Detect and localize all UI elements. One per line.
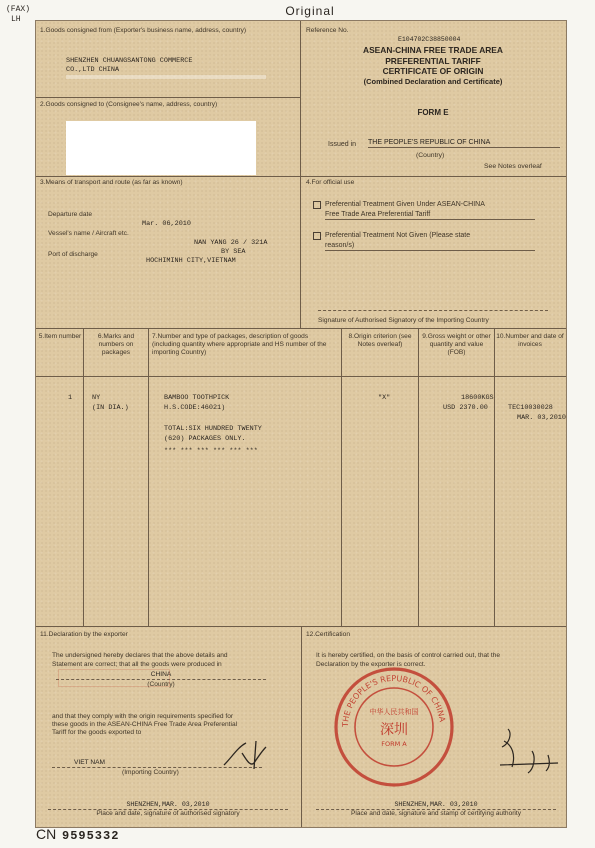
producing-country: CHINA [56, 671, 266, 680]
serial-number: 9595332 [62, 829, 120, 843]
discharge-label: Port of discharge [48, 251, 98, 258]
seal-chinese-city: 深圳 [380, 722, 408, 738]
redacted-consignee [66, 121, 256, 175]
box12-label: 12.Certification [306, 631, 350, 638]
fax-mark [6, 5, 30, 25]
col-description: 7.Number and type of packages, description of goods (including quantity where appropriate and HS number of the importing Country) [152, 333, 327, 356]
treatment-not-given-checkbox[interactable] [313, 232, 321, 240]
vessel-label: Vessel's name / Aircraft etc. [48, 230, 129, 237]
treatment-given-line1: Preferential Treatment Given Under ASEAN-CHINA [325, 201, 485, 208]
redacted-strip [66, 75, 266, 79]
importing-country-label: (Importing Country) [122, 769, 179, 776]
seal-form-a: FORM A [381, 740, 407, 748]
treatment-not-given-line1: Preferential Treatment Not Given (Please state [325, 232, 471, 239]
reference-label: Reference No. [306, 27, 349, 34]
box2-label: 2.Goods consigned to (Consignee's name, address, country) [40, 101, 218, 108]
col-invoices: 10.Number and date of invoices [496, 333, 564, 348]
issued-label: Issued in [328, 141, 357, 148]
divider [36, 97, 300, 98]
official-seal [332, 665, 456, 789]
marks-line2: (IN DIA.) [92, 404, 129, 412]
certification-text2: Declaration by the exporter is correct. [316, 661, 426, 668]
exporter-line2: CO.,LTD CHINA [66, 66, 120, 74]
treatment-given-checkbox[interactable] [313, 201, 321, 209]
certification-text1: It is hereby certified, on the basis of control carried out, that the [316, 652, 500, 659]
divider [301, 626, 302, 827]
discharge-value: HOCHIMINH CITY,VIETNAM [146, 257, 236, 265]
col-item-number: 5.Item number [38, 333, 82, 340]
country-label: (Country) [416, 152, 445, 159]
exporter-place-label: Place and date, signature of authorised signatory [96, 810, 240, 817]
certifier-signature [472, 721, 562, 781]
box3-label: 3.Means of transport and route (as far as known) [40, 179, 183, 186]
see-notes: See Notes overleaf [484, 163, 542, 170]
certifier-place-label: Place and date, signature and stamp of certifying authority [350, 810, 522, 817]
divider [494, 328, 495, 626]
divider [148, 328, 149, 626]
fax-label: (FAX) [6, 5, 31, 14]
seal-ring-textpath: THE PEOPLE'S REPUBLIC OF CHINA [340, 673, 447, 728]
seal-chinese-top: 中华人民共和国 [369, 708, 419, 716]
divider [418, 328, 419, 626]
col-marks: 6.Marks and numbers on packages [97, 333, 135, 356]
producing-country-label: (Country) [147, 681, 175, 688]
original-label: Original [285, 4, 335, 18]
treatment-given-line2: Free Trade Area Preferential Tariff [325, 211, 535, 220]
country-code: CN [36, 826, 57, 842]
treatment-not-given-line2: reason/s) [325, 242, 535, 251]
company-chop [58, 669, 170, 687]
certificate-title [304, 45, 562, 87]
item-number: 1 [68, 394, 73, 402]
departure-label: Departure date [48, 211, 92, 218]
departure-value: Mar. 06,2010 [142, 220, 191, 228]
desc-line1: BAMBOO TOOTHPICK [164, 394, 230, 402]
exporter-line1: SHENZHEN CHUANGSANTONG COMMERCE [66, 57, 193, 65]
issued-country: THE PEOPLE'S REPUBLIC OF CHINA [368, 138, 560, 148]
exporter-place-date: SHENZHEN,MAR. 03,2010 [48, 801, 288, 810]
divider [36, 328, 566, 329]
divider [36, 376, 566, 377]
declaration-text2: Statement are correct; that all the goods were produced in [52, 661, 222, 668]
signature-line [318, 310, 548, 311]
divider [341, 328, 342, 626]
importing-signature-label: Signature of Authorised Signatory of the Importing Country [318, 317, 489, 324]
certifier-place-date: SHENZHEN,MAR. 03,2010 [316, 801, 556, 810]
declaration-text4: these goods in the ASEAN-CHINA Free Trade Area Preferential [52, 721, 238, 728]
desc-line2: H.S.CODE:46021) [164, 404, 226, 412]
title-line3: CERTIFICATE OF ORIGIN [382, 66, 484, 76]
transport-mode: BY SEA [221, 248, 246, 256]
marks-line1: NY [92, 394, 101, 402]
origin-criterion: "X" [378, 394, 391, 402]
desc-stars: *** *** *** *** *** *** [164, 447, 258, 455]
invoice-date: MAR. 03,2010 [517, 414, 566, 422]
col-origin-criterion: 8.Origin criterion (see Notes overleaf) [348, 333, 412, 348]
divider [83, 328, 84, 626]
fob-value: USD 2370.00 [443, 404, 488, 412]
declaration-text1: The undersigned hereby declares that the above details and [52, 652, 228, 659]
box4-label: 4.For official use [306, 179, 355, 186]
desc-line3: TOTAL:SIX HUNDRED TWENTY [164, 425, 262, 433]
box1-label: 1.Goods consigned from (Exporter's business name, address, country) [40, 27, 247, 34]
exporter-signature [220, 737, 280, 773]
box11-label: 11.Declaration by the exporter [40, 631, 128, 638]
lh-label: LH [11, 15, 21, 24]
divider [300, 21, 301, 176]
form-type: FORM E [417, 108, 449, 117]
declaration-text5: Tariff for the goods exported to [52, 729, 142, 736]
certificate-paper [35, 20, 567, 828]
title-line2: PREFERENTIAL TARIFF [385, 55, 481, 66]
vessel-value: NAN YANG 26 / 321A [194, 239, 268, 247]
title-line4: (Combined Declaration and Certificate) [363, 76, 503, 86]
reference-number: E104702C38850004 [398, 36, 461, 43]
divider [300, 176, 301, 328]
desc-line4: (620) PACKAGES ONLY. [164, 435, 246, 443]
invoice-number: TEC10030028 [508, 404, 553, 412]
divider [36, 176, 566, 177]
declaration-text3: and that they comply with the origin requirements specified for [52, 713, 234, 720]
col-gross-weight: 9.Gross weight or other quantity and value (FOB) [422, 333, 491, 356]
title-line1: ASEAN-CHINA FREE TRADE AREA [363, 45, 503, 55]
gross-weight: 18600KGS [461, 394, 494, 402]
importing-country: VIET NAM [52, 759, 262, 768]
